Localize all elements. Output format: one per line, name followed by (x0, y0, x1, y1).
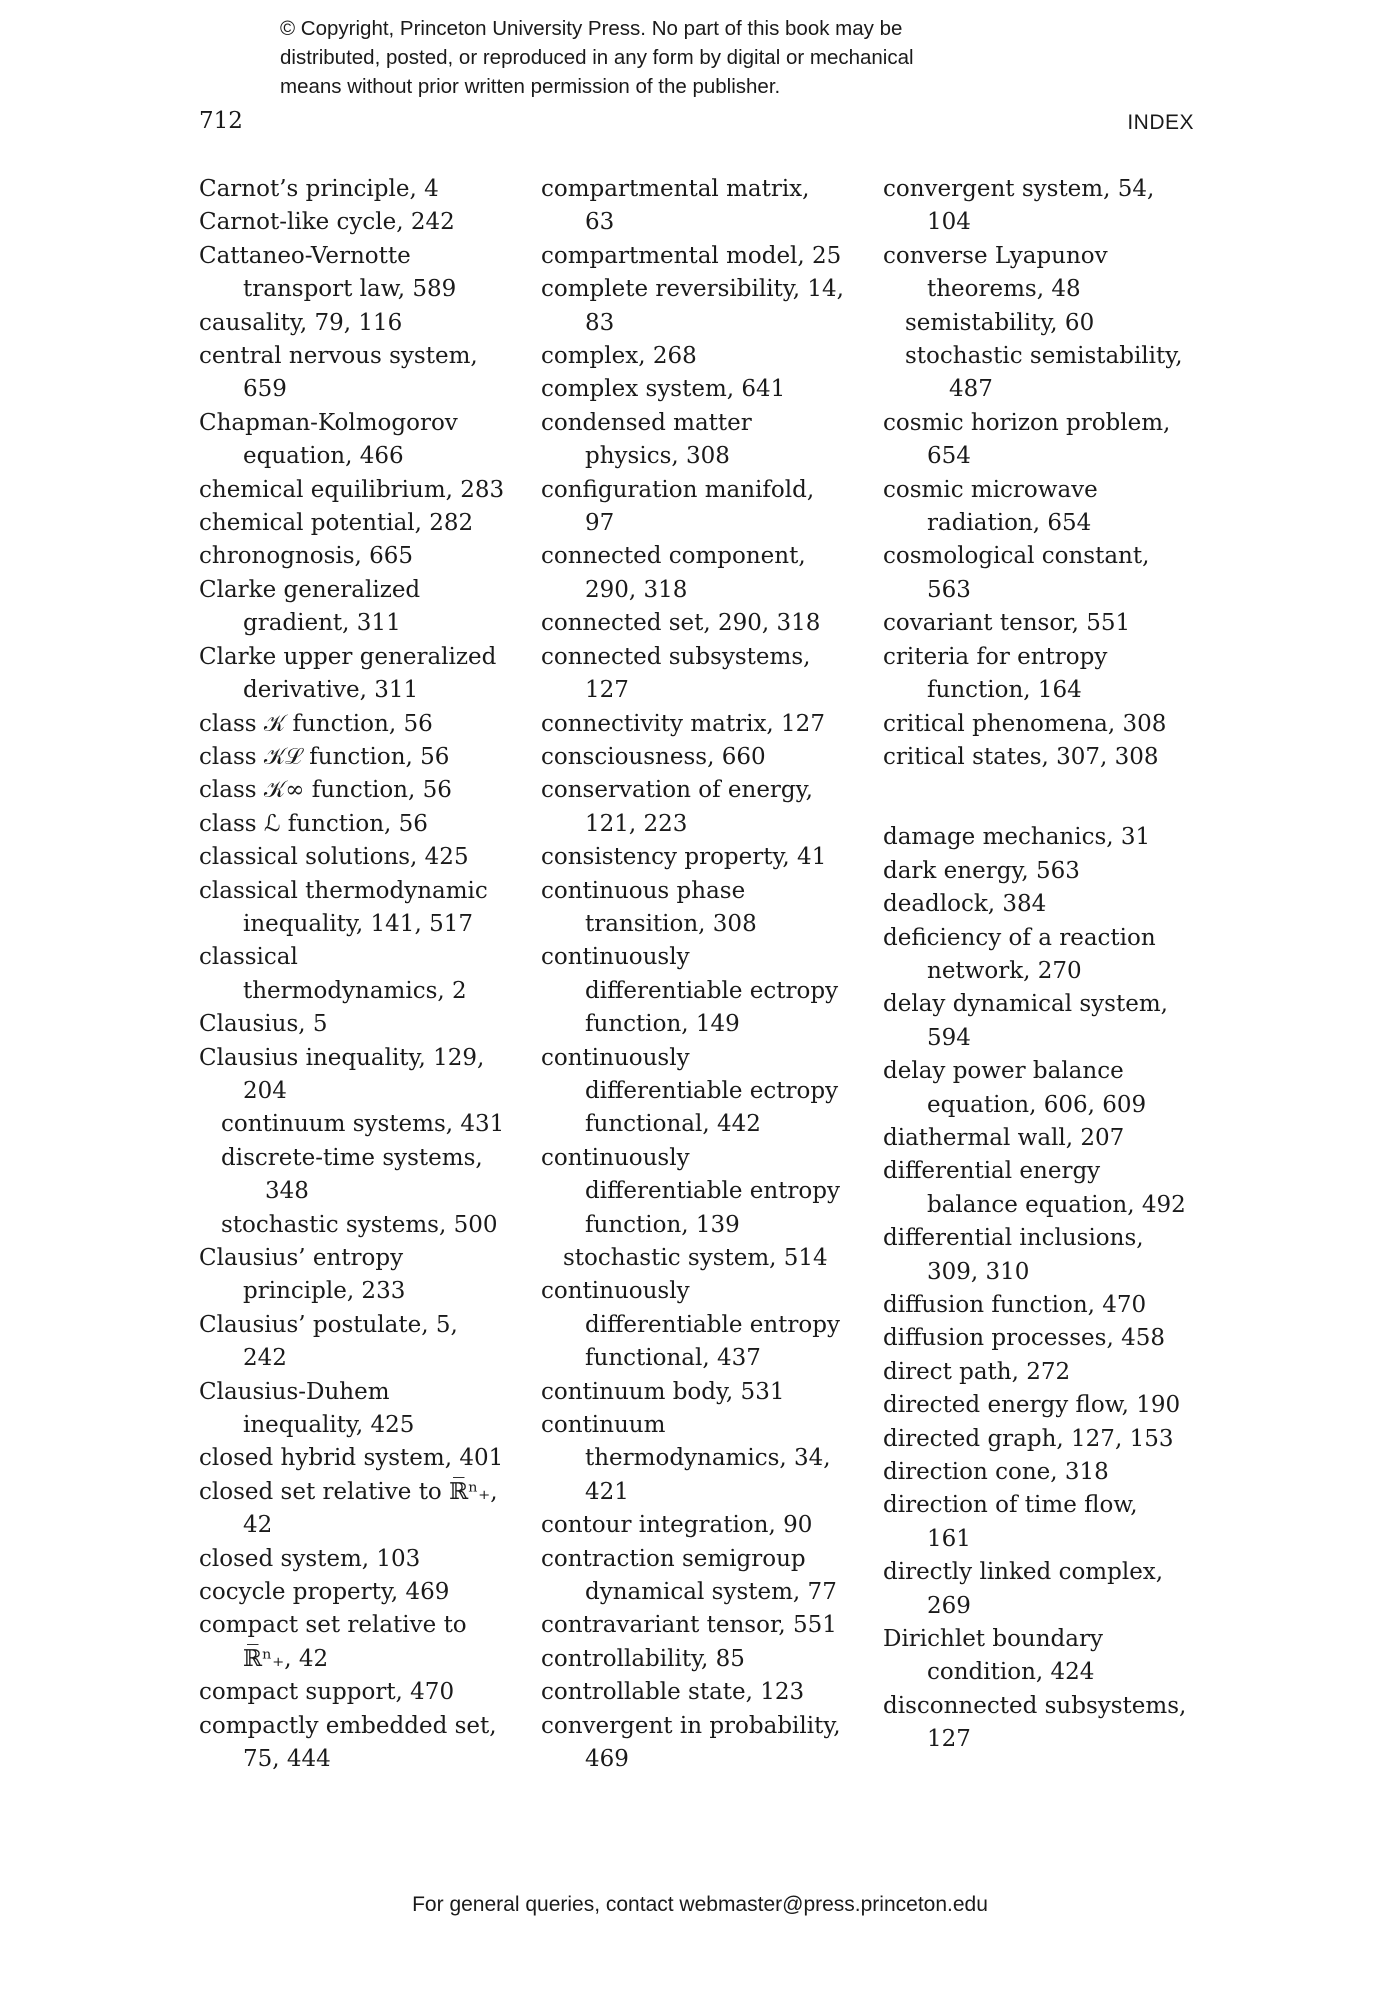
index-entry (541, 708, 871, 741)
index-entry (199, 240, 529, 307)
index-entry-line: central nervous system, (199, 343, 478, 370)
index-entry-line: classical solutions, 425 (199, 844, 469, 871)
index-entry-line: Clarke upper generalized (199, 643, 497, 670)
index-entry-line: 421 (585, 1478, 629, 1505)
index-entry-line: compartmental model, 25 (541, 242, 842, 269)
index-entry-line: 127 (927, 1726, 971, 1753)
index-entry (541, 273, 871, 340)
index-entry-line: classical (199, 944, 298, 971)
index-entry (541, 875, 871, 942)
index-entry-line: 654 (927, 443, 971, 470)
index-entry (541, 240, 871, 273)
index-entry-line: convergent in probability, (541, 1712, 841, 1739)
index-entry-line: cocycle property, 469 (199, 1579, 450, 1606)
index-entry (199, 1376, 529, 1443)
index-entry-line: 487 (949, 376, 993, 403)
index-entry-line: 269 (927, 1592, 971, 1619)
index-entry-line: functional, 442 (585, 1111, 761, 1138)
index-entry (199, 574, 529, 641)
index-entry-line: closed system, 103 (199, 1545, 421, 1572)
index-entry-line: connectivity matrix, 127 (541, 710, 825, 737)
index-column-2 (541, 173, 871, 1777)
index-entry-line: critical phenomena, 308 (883, 710, 1167, 737)
index-entry (883, 1423, 1213, 1456)
index-subentry (199, 1209, 529, 1242)
index-entry-line: contour integration, 90 (541, 1512, 813, 1539)
index-entry (199, 941, 529, 1008)
index-entry-line: configuration manifold, (541, 476, 815, 503)
index-entry (199, 540, 529, 573)
index-entry-line: class 𝒦ℒ function, 56 (199, 743, 450, 770)
index-entry-line: chronognosis, 665 (199, 543, 414, 570)
index-entry-line: function, 164 (927, 677, 1082, 704)
index-entry-line: compactly embedded set, (199, 1712, 497, 1739)
index-entry (883, 1055, 1213, 1122)
index-entry-line: diathermal wall, 207 (883, 1124, 1125, 1151)
index-entry-line: cosmological constant, (883, 543, 1150, 570)
index-entry-line: complete reversibility, 14, (541, 276, 844, 303)
index-entry-line: 309, 310 (927, 1258, 1030, 1285)
index-entry (541, 1676, 871, 1709)
index-entry (541, 1275, 871, 1375)
index-entry-line: equation, 606, 609 (927, 1091, 1147, 1118)
index-entry-line: continuously (541, 1044, 690, 1071)
index-entry-line: cosmic horizon problem, (883, 409, 1171, 436)
index-column-1 (199, 173, 529, 1777)
index-entry-line: direct path, 272 (883, 1358, 1071, 1385)
index-entry-line: Clausius inequality, 129, (199, 1044, 485, 1071)
index-entry-line: consistency property, 41 (541, 844, 827, 871)
index-subentry (883, 307, 1213, 340)
index-entry (883, 1456, 1213, 1489)
index-entry-line: 290, 318 (585, 576, 688, 603)
index-entry-line: closed hybrid system, 401 (199, 1445, 504, 1472)
index-entry-line: Clausius, 5 (199, 1011, 328, 1038)
index-entry (199, 1042, 529, 1109)
index-entry (883, 988, 1213, 1055)
index-entry (199, 173, 529, 206)
index-entry-line: convergent system, 54, (883, 176, 1155, 202)
index-entry (199, 1242, 529, 1309)
index-entry-line: cosmic microwave (883, 476, 1098, 503)
index-entry-line: classical thermodynamic (199, 877, 488, 904)
index-entry (199, 841, 529, 874)
index-entry-line: critical states, 307, 308 (883, 743, 1159, 770)
index-entry (883, 855, 1213, 888)
index-entry (199, 641, 529, 708)
index-entry-line: class ℒ function, 56 (199, 810, 428, 837)
index-entry-line: diffusion function, 470 (883, 1292, 1147, 1318)
footer-contact: For general queries, contact webmaster@press.princeton.edu (412, 1893, 988, 1916)
index-entry-line: dark energy, 563 (883, 857, 1080, 884)
index-entry-line: 127 (585, 677, 629, 704)
index-entry (883, 1690, 1213, 1757)
index-entry-line: conservation of energy, (541, 777, 813, 804)
index-entry-line: semistability, 60 (905, 309, 1095, 336)
index-entry (199, 507, 529, 540)
index-entry-line: Chapman-Kolmogorov (199, 409, 458, 436)
index-entry (199, 875, 529, 942)
index-entry-line: 121, 223 (585, 810, 688, 837)
index-entry-line: differentiable entropy (585, 1178, 840, 1205)
index-entry (541, 1543, 871, 1610)
letter-group-gap (883, 774, 1213, 821)
index-entry-line: 63 (585, 209, 615, 236)
copyright-notice (280, 14, 1040, 101)
index-entry (199, 206, 529, 239)
index-entry-line: continuum body, 531 (541, 1378, 785, 1405)
index-entry-line: 563 (927, 576, 971, 603)
index-entry-line: Clarke generalized (199, 576, 421, 603)
index-entry-line: transition, 308 (585, 910, 757, 937)
index-entry (541, 340, 871, 373)
index-entry-line: differential inclusions, (883, 1225, 1144, 1252)
index-entry (883, 173, 1213, 240)
index-entry-line: differentiable ectropy (585, 977, 839, 1004)
index-entry-line: stochastic system, 514 (563, 1245, 828, 1271)
index-entry (541, 1643, 871, 1676)
index-entry (199, 741, 529, 774)
index-entry-line: Carnot-like cycle, 242 (199, 209, 455, 236)
index-entry-line: controllable state, 123 (541, 1679, 805, 1706)
index-entry-line: deadlock, 384 (883, 891, 1047, 918)
index-entry-line: direction cone, 318 (883, 1459, 1109, 1486)
index-subentry (199, 1108, 529, 1141)
index-entry (883, 1389, 1213, 1422)
index-entry (883, 1122, 1213, 1155)
index-entry (541, 1409, 871, 1509)
index-entry-line: class 𝒦∞ function, 56 (199, 777, 452, 804)
index-entry (883, 1489, 1213, 1556)
index-entry-line: 348 (265, 1178, 309, 1205)
index-entry (883, 1155, 1213, 1222)
index-entry (541, 540, 871, 607)
index-entry-line: balance equation, 492 (927, 1191, 1186, 1218)
index-entry-line: derivative, 311 (243, 677, 419, 704)
index-entry-line: criteria for entropy (883, 643, 1108, 670)
running-head: INDEX (1127, 111, 1194, 134)
index-entry-line: radiation, 654 (927, 510, 1092, 537)
index-entry (883, 1289, 1213, 1322)
index-entry-line: Clausius-Duhem (199, 1378, 390, 1405)
index-entry-line: theorems, 48 (927, 276, 1081, 303)
index-entry-line: complex, 268 (541, 343, 697, 370)
index-entry (541, 1609, 871, 1642)
index-entry-line: differentiable entropy (585, 1311, 840, 1338)
index-column-3 (883, 173, 1213, 1757)
index-entry-line: complex system, 641 (541, 376, 786, 403)
index-entry (199, 774, 529, 807)
index-entry-line: transport law, 589 (243, 276, 457, 303)
index-entry (883, 1356, 1213, 1389)
index-subentry (199, 1142, 529, 1209)
index-entry-line: condition, 424 (927, 1659, 1095, 1686)
index-entry (199, 1676, 529, 1709)
index-entry-line: inequality, 425 (243, 1412, 415, 1439)
index-entry (883, 641, 1213, 708)
index-entry-line: directed graph, 127, 153 (883, 1425, 1174, 1452)
index-entry (541, 407, 871, 474)
index-entry (199, 307, 529, 340)
index-entry-line: Clausius’ entropy (199, 1245, 404, 1271)
index-entry (541, 607, 871, 640)
index-entry (199, 1476, 529, 1543)
index-entry-line: compact support, 470 (199, 1679, 455, 1706)
index-entry-line: chemical equilibrium, 283 (199, 476, 505, 503)
index-entry (541, 474, 871, 541)
index-entry (541, 1142, 871, 1242)
index-entry (541, 1042, 871, 1142)
index-entry-line: 75, 444 (243, 1746, 331, 1773)
index-entry-line: compact set relative to (199, 1612, 467, 1639)
index-entry-line: connected component, (541, 543, 806, 570)
index-entry-line: connected set, 290, 318 (541, 610, 821, 637)
index-entry (199, 1309, 529, 1376)
index-entry-line: directed energy flow, 190 (883, 1392, 1181, 1419)
index-entry-line: 97 (585, 510, 615, 537)
index-entry-line: class 𝒦 function, 56 (199, 710, 433, 737)
index-entry (199, 1710, 529, 1777)
index-entry-line: Clausius’ postulate, 5, (199, 1311, 458, 1338)
copyright-line: distributed, posted, or reproduced in any form by digital or mechanical (280, 46, 914, 69)
index-entry (199, 1576, 529, 1609)
index-entry-line: deficiency of a reaction (883, 924, 1156, 951)
index-entry-line: 161 (927, 1525, 971, 1552)
index-entry (883, 240, 1213, 307)
index-entry (883, 540, 1213, 607)
index-entry (883, 922, 1213, 989)
index-entry-line: chemical potential, 282 (199, 510, 474, 537)
index-entry-line: Dirichlet boundary (883, 1626, 1103, 1653)
index-entry-line: principle, 233 (243, 1278, 406, 1305)
index-entry-line: controllability, 85 (541, 1645, 745, 1672)
index-entry-line: inequality, 141, 517 (243, 910, 473, 937)
index-entry-line: condensed matter (541, 409, 752, 436)
index-entry-line: continuously (541, 1278, 690, 1305)
index-entry (883, 1623, 1213, 1690)
index-entry (883, 1322, 1213, 1355)
index-entry (541, 373, 871, 406)
index-entry (541, 741, 871, 774)
index-entry-line: dynamical system, 77 (585, 1579, 837, 1606)
index-entry-line: functional, 437 (585, 1345, 761, 1372)
page-number: 712 (199, 108, 243, 134)
index-entry-line: discrete-time systems, (221, 1144, 483, 1171)
index-entry-line: 594 (927, 1024, 971, 1051)
index-entry (541, 173, 871, 240)
index-entry-line: equation, 466 (243, 443, 404, 470)
index-entry-line: 204 (243, 1077, 287, 1104)
index-entry-line: 469 (585, 1746, 629, 1773)
index-entry-line: consciousness, 660 (541, 743, 766, 770)
index-entry (199, 407, 529, 474)
index-entry-line: thermodynamics, 34, (585, 1445, 831, 1472)
copyright-line: means without prior written permission of the publisher. (280, 75, 781, 98)
index-subentry (541, 1242, 871, 1275)
index-entry-line: 42 (243, 1512, 273, 1539)
index-entry-line: connected subsystems, (541, 643, 811, 670)
index-entry (199, 340, 529, 407)
index-entry-line: continuum systems, 431 (221, 1111, 505, 1138)
index-entry-line: causality, 79, 116 (199, 309, 403, 336)
index-entry (883, 607, 1213, 640)
index-entry-line: differential energy (883, 1158, 1101, 1185)
index-entry-line: physics, 308 (585, 443, 730, 470)
index-entry-line: 104 (927, 209, 971, 236)
index-entry (541, 774, 871, 841)
index-entry-line: ℝ̅ⁿ₊, 42 (243, 1645, 329, 1672)
index-entry (883, 407, 1213, 474)
index-entry-line: function, 149 (585, 1011, 740, 1038)
index-entry-line: continuum (541, 1412, 666, 1439)
index-entry (199, 1543, 529, 1576)
index-entry-line: stochastic systems, 500 (221, 1211, 498, 1238)
index-entry-line: Carnot’s principle, 4 (199, 176, 439, 202)
index-entry-line: continuous phase (541, 877, 746, 904)
index-entry-line: contravariant tensor, 551 (541, 1612, 837, 1639)
index-entry-line: 659 (243, 376, 287, 403)
index-entry-line: damage mechanics, 31 (883, 824, 1151, 851)
index-entry-line: diffusion processes, 458 (883, 1325, 1165, 1352)
index-entry (883, 708, 1213, 741)
index-entry-line: 242 (243, 1345, 287, 1372)
copyright-line: © Copyright, Princeton University Press. No part of this book may be (280, 17, 903, 40)
index-entry-line: compartmental matrix, (541, 176, 810, 202)
index-entry (541, 1376, 871, 1409)
index-entry-line: gradient, 311 (243, 610, 401, 637)
index-entry (199, 808, 529, 841)
index-entry-line: delay power balance (883, 1058, 1124, 1085)
index-entry (541, 1710, 871, 1777)
index-entry-line: Cattaneo-Vernotte (199, 242, 411, 269)
index-entry (541, 641, 871, 708)
index-entry (199, 1442, 529, 1475)
index-entry (199, 708, 529, 741)
index-entry-line: thermodynamics, 2 (243, 977, 467, 1004)
index-entry (883, 888, 1213, 921)
index-entry (883, 1222, 1213, 1289)
index-entry (883, 1556, 1213, 1623)
index-entry-line: delay dynamical system, (883, 991, 1168, 1018)
index-entry-line: directly linked complex, (883, 1559, 1164, 1586)
index-entry (199, 1609, 529, 1676)
index-entry (541, 1509, 871, 1542)
index-entry-line: disconnected subsystems, (883, 1692, 1187, 1719)
index-entry-line: differentiable ectropy (585, 1077, 839, 1104)
index-entry (199, 474, 529, 507)
index-entry-line: network, 270 (927, 957, 1082, 984)
index-entry (883, 741, 1213, 774)
index-entry-line: 83 (585, 309, 615, 336)
index-entry (541, 941, 871, 1041)
index-entry (541, 841, 871, 874)
index-entry-line: function, 139 (585, 1211, 740, 1238)
index-entry-line: stochastic semistability, (905, 343, 1183, 370)
index-entry-line: covariant tensor, 551 (883, 610, 1131, 637)
index-entry-line: converse Lyapunov (883, 242, 1108, 269)
index-entry-line: closed set relative to ℝ̅ⁿ₊, (199, 1478, 498, 1505)
index-entry-line: continuously (541, 1144, 690, 1171)
index-entry-line: contraction semigroup (541, 1545, 806, 1572)
index-entry (883, 821, 1213, 854)
index-subentry (883, 340, 1213, 407)
index-entry (883, 474, 1213, 541)
index-entry (199, 1008, 529, 1041)
index-entry-line: continuously (541, 944, 690, 971)
index-entry-line: direction of time flow, (883, 1492, 1138, 1519)
